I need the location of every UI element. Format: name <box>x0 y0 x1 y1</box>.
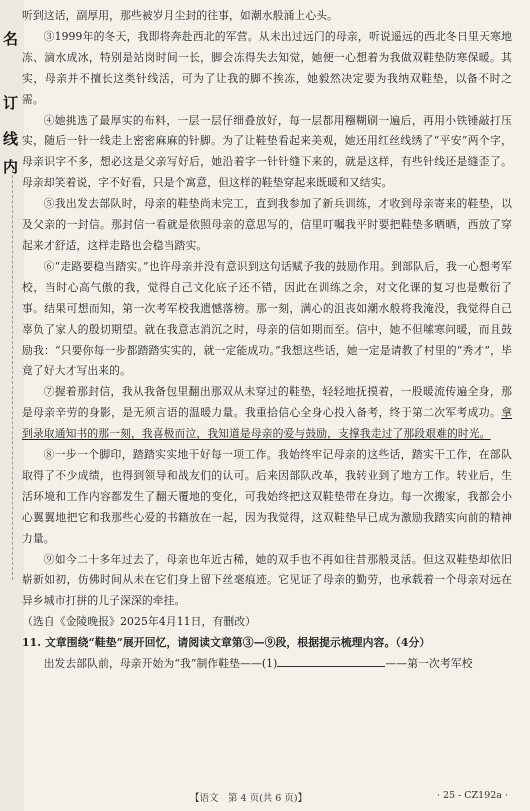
paragraph-5: ⑤我出发去部队时，母亲的鞋垫尚未完工，直到我参加了新兵训练，才收到母亲寄来的鞋垫，以及父亲的一封信。那封信一看就是依照母亲的意思写的，信里叮嘱我平时要把鞋垫多晒晒，西放了穿起来才舒适，这样走路也会稳当踏实。 <box>22 197 512 252</box>
binding-dashed-line <box>12 160 14 580</box>
margin-char: 订 <box>3 94 19 112</box>
paragraph-8: ⑧一步一个脚印，踏踏实实地干好每一项工作。我始终牢记母亲的这些话，踏实干工作，在部队取得了不少成绩，也得到领导和战友们的认可。后来因部队改革，我转业到了地方工作。转业后，生活环境和工作内容都发生了翻天覆地的变化，可我始终把这双鞋垫带在身边。每一次搬家，我都会小心翼翼地把它和我那些心爱的书籍放在一起，因为我觉得，这双鞋垫早已成为激励我踏实向前的精神力量。 <box>22 448 512 545</box>
paragraph-6-text: ⑥“走路要稳当踏实。”也许母亲并没有意识到这句话赋予我的鼓励作用。到部队后，我一心想考军校，当时心高气傲的我，觉得自己文化底子还不错，因此在训练之余，对文化课的复习也是敷衍了事。结果可想而知，第一次考军校我遗憾落榜。那一刻，满心的沮丧如潮水般将我淹没，我觉得自己辜负了家人的殷切期望。就在我意志消沉之时，母亲的信如期而至。信中，她不但嗦寒问暖，而且鼓励我：“只要你每一步都踏踏实实的，就一定能成功。”我想这些话，她一定是请教了村里的“秀才”，毕竟了好大才写出来的。 <box>22 259 512 378</box>
paragraph-7 <box>22 382 512 445</box>
margin-char: 名 <box>3 30 19 48</box>
footer-page-number: 【语文 第 4 页(共 6 页)】 <box>190 793 308 804</box>
question-prompt <box>22 654 512 675</box>
underlined-sentence: 拿到录取通知书的那一刻，我喜极而泣，我知道是母亲的爱与鼓励，支撑我走过了那段艰难的时光。 <box>22 406 512 441</box>
question-prompt-end: ——第一次考军校 <box>385 657 473 671</box>
question-11: 11. 文章围绕“鞋垫”展开回忆，请阅读文章第③—⑨段，根据提示梳理内容。（4分） <box>22 636 431 650</box>
paragraph-9: ⑨如今二十多年过去了，母亲也年近古稀，她的双手也不再如往昔那般灵活。但这双鞋垫却依旧崭新如初，仿佛时间从未在它们身上留下丝毫痕迹。它见证了母亲的勤劳，也承载着一个母亲对远在异乡城市打拼的儿子深深的牵挂。 <box>22 552 512 608</box>
article-body <box>22 6 512 675</box>
question-prompt-start: 出发去部队前，母亲开始为“我”制作鞋垫——(1) <box>43 657 278 671</box>
margin-char: 内 <box>3 158 19 176</box>
binding-margin <box>0 0 24 811</box>
paragraph-3: ③1999年的冬天，我即将奔赴西北的军营。从未出过远门的母亲，听说遥远的西北冬日里天寒地冻、滴水成冰，特别是站岗时间一长，脚会冻得失去知觉，她便一心想着为我做双鞋垫防寒保暖。其实，母亲并不擅长这类针线活，可为了让我的脚不挨冻，她毅然决定要为我纳双鞋垫，以备不时之需。 <box>22 29 512 106</box>
paragraph-7-text: ⑦握着那封信，我从我备包里翻出那双从未穿过的鞋垫，轻轻地抚摸着，一股暖流传遍全身，那是母亲辛劳的身影，是无须言语的温暖力量。我重拾信心全身心投入备考，终于第二次军考成功。 <box>22 385 512 420</box>
paragraph-6 <box>22 257 512 382</box>
article-source: （选自《金陵晚报》2025年4月11日，有删改） <box>22 615 257 629</box>
answer-blank[interactable] <box>277 655 385 667</box>
page-footer <box>0 790 530 806</box>
margin-char: 线 <box>3 130 19 148</box>
paragraph-4: ④她挑选了最厚实的布料，一层一层仔细叠放好，每一层都用糨糊刷一遍后，再用小铁锤敲打压实，随后一针一线走上密密麻麻的针脚。为了让鞋垫看起来美观，她还用红丝线绣了“平安”两个字，母亲识字不多，想必这是父亲写好后，她沿着字一针针缝下来的，就是这样，有些针线还是缝歪了。母亲却笑着说，字不好看，只是个寓意，但这样的鞋垫穿起来既暖和又结实。 <box>22 113 512 190</box>
footer-code: · 25 - CZ192a · <box>436 790 508 801</box>
paragraph-0: 听到这话，副厚用，那些被岁月尘封的往事，如潮水般涌上心头。 <box>22 9 339 22</box>
